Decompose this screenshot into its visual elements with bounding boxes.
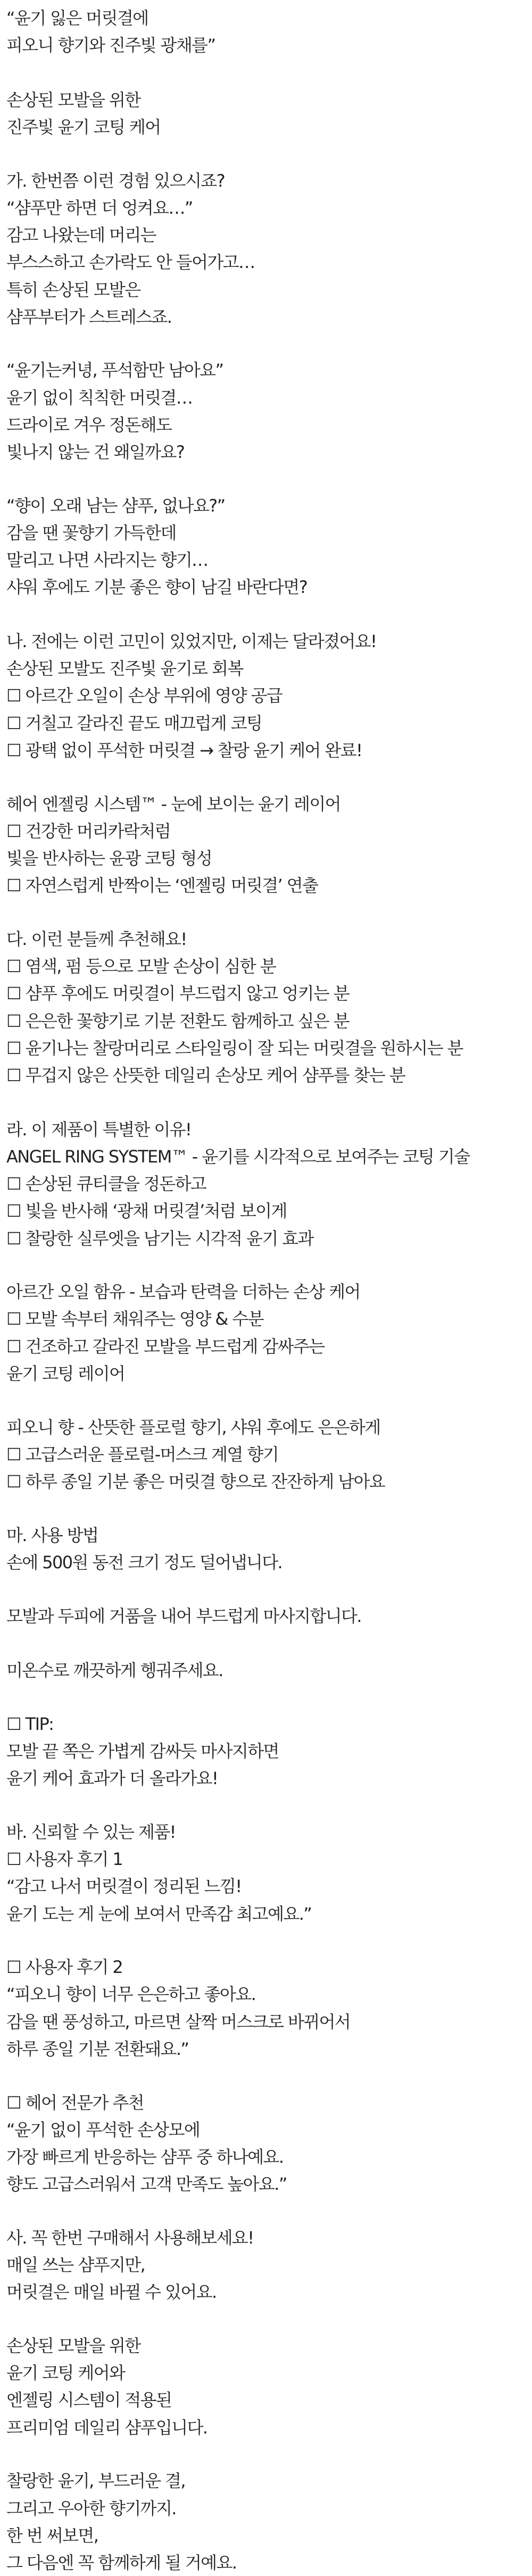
checklist-item: ☐ 모발 속부터 채워주는 영양 & 수분	[6, 1309, 263, 1329]
checklist-item: ☐ 사용자 후기 2	[6, 1957, 123, 1978]
text-line: 헤어 엔젤링 시스템™ - 눈에 보이는 윤기 레이어	[6, 793, 340, 814]
subheadline-line-2: 진주빛 윤기 코팅 케어	[6, 116, 161, 137]
review-quote-line: 가장 빠르게 반응하는 샴푸 중 하나예요.	[6, 2146, 284, 2167]
text-line: 손상된 모발도 진주빛 윤기로 회복	[6, 658, 243, 679]
section-sa-heading: 사. 꼭 한번 구매해서 사용해보세요!	[6, 2227, 254, 2248]
text-line: 손에 500원 동전 크기 정도 덜어냅니다.	[6, 1552, 282, 1573]
checklist-item: ☐ 자연스럽게 반짝이는 ‘엔젤링 머릿결’ 연출	[6, 875, 318, 896]
text-line: “향이 오래 남는 샴푸, 없나요?”	[6, 495, 225, 516]
checklist-item: ☐ 염색, 펌 등으로 모발 손상이 심한 분	[6, 956, 276, 977]
text-line: “샴푸만 하면 더 엉켜요…”	[6, 197, 193, 218]
checklist-item: ☐ 무겁지 않은 산뜻한 데일리 손상모 케어 샴푸를 찾는 분	[6, 1065, 405, 1085]
headline-line-1: “윤기 잃은 머릿결에	[6, 8, 148, 28]
checklist-item: ☐ 건강한 머리카락처럼	[6, 821, 171, 841]
text-line: 말리고 나면 사라지는 향기…	[6, 550, 208, 571]
closing-line: 손상된 모발을 위한	[6, 2336, 140, 2356]
review-quote-line: 윤기 도는 게 눈에 보여서 만족감 최고예요.”	[6, 1903, 312, 1924]
text-line: 미온수로 깨끗하게 헹궈주세요.	[6, 1660, 223, 1680]
checklist-item: ☐ 헤어 전문가 추천	[6, 2092, 144, 2113]
subheadline-line-1: 손상된 모발을 위한	[6, 89, 140, 110]
checklist-item: ☐ TIP:	[6, 1713, 54, 1734]
checklist-item: ☐ 거칠고 갈라진 끝도 매끄럽게 코팅	[6, 713, 262, 733]
text-line: “윤기는커녕, 푸석함만 남아요”	[6, 360, 223, 381]
review-quote-line: 하루 종일 기분 전환돼요.”	[6, 2038, 189, 2059]
text-line: 아르간 오일 함유 - 보습과 탄력을 더하는 손상 케어	[6, 1282, 360, 1302]
text-line: 피오니 향 - 산뜻한 플로럴 향기, 샤워 후에도 은은하게	[6, 1417, 380, 1437]
text-line: ANGEL RING SYSTEM™ - 윤기를 시각적으로 보여주는 코팅 기술	[6, 1146, 470, 1167]
checklist-item: ☐ 하루 종일 기분 좋은 머릿결 향으로 잔잔하게 남아요	[6, 1471, 385, 1492]
text-line: 샴푸부터가 스트레스죠.	[6, 306, 172, 327]
text-line: 감을 땐 꽃향기 가득한데	[6, 523, 176, 543]
text-line: 특히 손상된 모발은	[6, 279, 140, 300]
section-na-heading: 나. 전에는 이런 고민이 있었지만, 이제는 달라졌어요!	[6, 631, 377, 651]
checklist-item: ☐ 은은한 꽃향기로 기분 전환도 함께하고 싶은 분	[6, 1010, 350, 1031]
text-line: 드라이로 겨우 정돈해도	[6, 414, 172, 435]
closing-line: 찰랑한 윤기, 부드러운 결,	[6, 2471, 185, 2491]
text-line: 머릿결은 매일 바뀔 수 있어요.	[6, 2282, 217, 2303]
review-quote-line: “윤기 없이 푸석한 손상모에	[6, 2119, 200, 2140]
text-line: 윤기 없이 칙칙한 머릿결…	[6, 387, 193, 408]
text-line: 빛을 반사하는 윤광 코팅 형성	[6, 848, 212, 868]
checklist-item: ☐ 고급스러운 플로럴-머스크 계열 향기	[6, 1444, 279, 1465]
review-quote-line: 감을 땐 풍성하고, 마르면 살짝 머스크로 바뀌어서	[6, 2011, 351, 2032]
checklist-item: ☐ 샴푸 후에도 머릿결이 부드럽지 않고 엉키는 분	[6, 983, 350, 1004]
text-line: 윤기 케어 효과가 더 올라가요!	[6, 1768, 218, 1789]
text-line: 모발과 두피에 거품을 내어 부드럽게 마사지합니다.	[6, 1606, 361, 1627]
checklist-item: ☐ 찰랑한 실루엣을 남기는 시각적 윤기 효과	[6, 1228, 313, 1249]
text-line: 빛나지 않는 건 왜일까요?	[6, 442, 185, 462]
closing-line: 프리미엄 데일리 샴푸입니다.	[6, 2417, 207, 2438]
closing-line: 엔젤링 시스템이 적용된	[6, 2390, 172, 2411]
text-line: 부스스하고 손가락도 안 들어가고…	[6, 252, 255, 273]
headline-line-2: 피오니 향기와 진주빛 광채를”	[6, 35, 215, 56]
checklist-item: ☐ 아르간 오일이 손상 부위에 영양 공급	[6, 685, 282, 706]
section-ma-heading: 마. 사용 방법	[6, 1525, 98, 1545]
checklist-item: ☐ 사용자 후기 1	[6, 1849, 123, 1869]
text-line: 샤워 후에도 기분 좋은 향이 남길 바란다면?	[6, 577, 307, 598]
review-quote-line: “피오니 향이 너무 은은하고 좋아요.	[6, 1984, 256, 2005]
checklist-item: ☐ 손상된 큐티클을 정돈하고	[6, 1174, 206, 1194]
section-ra-heading: 라. 이 제품이 특별한 이유!	[6, 1119, 192, 1140]
closing-line: 윤기 코팅 케어와	[6, 2363, 125, 2383]
text-line: 윤기 코팅 레이어	[6, 1363, 125, 1384]
section-da-heading: 다. 이런 분들께 추천해요!	[6, 929, 187, 949]
section-ga-heading: 가. 한번쯤 이런 경험 있으시죠?	[6, 170, 225, 191]
review-quote-line: “감고 나서 머릿결이 정리된 느낌!	[6, 1876, 242, 1897]
checklist-item: ☐ 광택 없이 푸석한 머릿결 → 찰랑 윤기 케어 완료!	[6, 740, 362, 760]
section-ba-heading: 바. 신뢰할 수 있는 제품!	[6, 1821, 176, 1842]
review-quote-line: 향도 고급스러워서 고객 만족도 높아요.”	[6, 2174, 287, 2195]
text-line: 매일 쓰는 샴푸지만,	[6, 2255, 145, 2276]
text-line: 모발 끝 쪽은 가볍게 감싸듯 마사지하면	[6, 1741, 279, 1761]
text-line: 감고 나왔는데 머리는	[6, 225, 156, 245]
checklist-item: ☐ 윤기나는 찰랑머리로 스타일링이 잘 되는 머릿결을 원하시는 분	[6, 1038, 463, 1058]
closing-line: 한 번 써보면,	[6, 2525, 98, 2546]
closing-line: 그 다음엔 꼭 함께하게 될 거예요.	[6, 2553, 237, 2573]
checklist-item: ☐ 건조하고 갈라진 모발을 부드럽게 감싸주는	[6, 1336, 325, 1357]
checklist-item: ☐ 빛을 반사해 ‘광채 머릿결’처럼 보이게	[6, 1201, 287, 1222]
closing-line: 그리고 우아한 향기까지.	[6, 2498, 176, 2519]
